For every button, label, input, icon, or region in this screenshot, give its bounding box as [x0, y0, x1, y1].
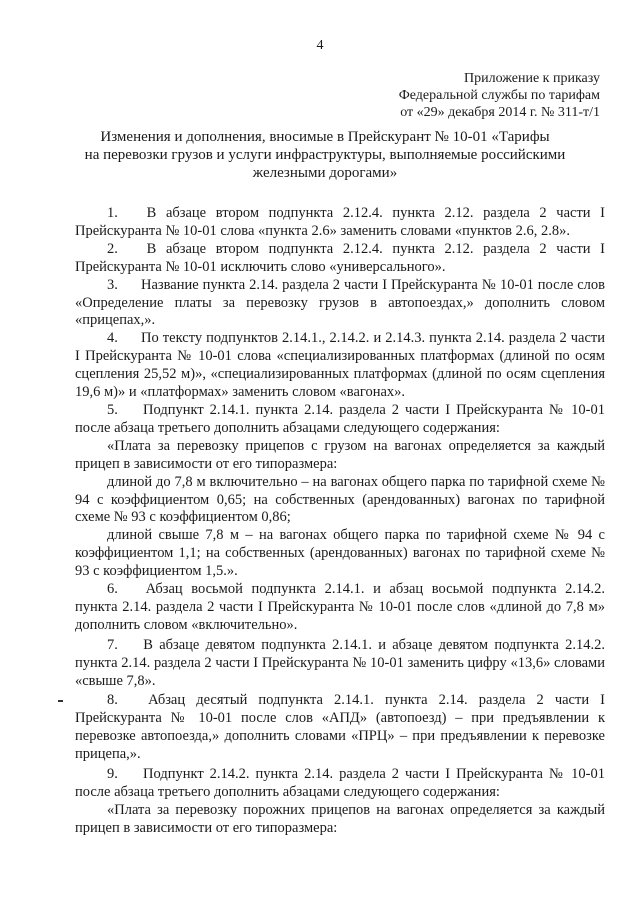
- paragraph-text: длиной до 7,8 м включительно – на вагонах общего парка по тарифной схеме № 94 с коэффициентом 0,65; на собственных (арендованных) вагонах по тарифной схеме № 93 с коэффициентом 0,86;: [75, 473, 605, 526]
- paragraph-text: Название пункта 2.14. раздела 2 части I Прейскуранта № 10-01 после слов «Определение платы за перевозку грузов в автопоездах,» дополнить словом «прицепах,».: [75, 276, 606, 329]
- paragraph-text: «Плата за перевозку прицепов с грузом на вагонах определяется за каждый прицеп в зависимости от его типоразмера:: [75, 437, 605, 472]
- title-line-2: на перевозки грузов и услуги инфраструктуры, выполняемые российскими: [84, 147, 566, 163]
- paragraph-3: [75, 277, 605, 331]
- paragraph-7: [75, 637, 605, 691]
- paragraph-2: [75, 241, 605, 277]
- paragraph-1: [75, 205, 605, 241]
- paragraph-number: 8.: [107, 692, 118, 709]
- quote-paragraph-4: [75, 802, 605, 838]
- appendix-line-1: Приложение к приказу: [464, 71, 600, 86]
- appendix-line-3: от «29» декабря 2014 г. № 311-т/1: [400, 105, 600, 120]
- document-title: [80, 128, 570, 182]
- quote-paragraph-2: [75, 474, 605, 528]
- paragraph-text: Подпункт 2.14.1. пункта 2.14. раздела 2 части I Прейскуранта № 10-01 после абзаца третьего дополнить абзацами следующего содержания:: [75, 401, 605, 436]
- page-number: 4: [316, 38, 324, 53]
- paragraph-5: [75, 402, 605, 438]
- paragraph-number: 5.: [107, 401, 118, 418]
- paragraph-text: длиной свыше 7,8 м – на вагонах общего парка по тарифной схеме № 94 с коэффициентом 1,1; на собственных (арендованных) вагонах по тарифной схеме № 93 с коэффициентом 1,5.».: [75, 527, 605, 580]
- paragraph-text: «Плата за перевозку порожних прицепов на вагонах определяется за каждый прицеп в зависимости от его типоразмера:: [75, 801, 605, 836]
- appendix-header: [399, 70, 600, 121]
- quote-paragraph-1: [75, 438, 605, 474]
- paragraph-number: 6.: [107, 581, 118, 598]
- paragraph-text: В абзаце втором подпункта 2.12.4. пункта 2.12. раздела 2 части I Прейскуранта № 10-01 исключить слово «универсального».: [75, 240, 606, 275]
- paragraph-text: Абзац десятый подпункта 2.14.1. пункта 2.14. раздела 2 части I Прейскуранта № 10-01 после слов «АПД» (автопоезд) – при предъявлении к перевозке автопоезда,» дополнить словами «ПРЦ» – при предъявлении к перевозке прицепа,».: [75, 692, 606, 763]
- paragraph-number: 3.: [107, 276, 118, 293]
- paragraph-number: 7.: [107, 636, 118, 653]
- paragraph-text: Подпункт 2.14.2. пункта 2.14. раздела 2 части I Прейскуранта № 10-01 после абзаца третьего дополнить абзацами следующего содержания:: [75, 766, 605, 800]
- paragraph-9: [75, 766, 605, 802]
- title-line-1: Изменения и дополнения, вносимые в Прейскурант № 10-01 «Тарифы: [100, 129, 550, 145]
- quote-paragraph-3: [75, 527, 605, 581]
- appendix-line-2: Федеральной службы по тарифам: [398, 88, 600, 103]
- paragraph-6: [75, 581, 605, 635]
- paragraph-8: [75, 692, 605, 764]
- paragraph-number: 2.: [107, 240, 118, 257]
- title-line-3: железными дорогами»: [252, 165, 398, 181]
- paragraph-number: 1.: [107, 205, 118, 221]
- paragraph-4: [75, 330, 605, 402]
- paragraph-text: В абзаце девятом подпункта 2.14.1. и абзаце девятом подпункта 2.14.2. пункта 2.14. раздела 2 части I Прейскуранта № 10-01 заменить цифру «13,6» словами «свыше 7,8».: [75, 636, 606, 689]
- paragraph-number: 4.: [107, 330, 118, 347]
- paragraph-text: В абзаце втором подпункта 2.12.4. пункта 2.12. раздела 2 части I Прейскуранта № 10-01 слова «пункта 2.6» заменить словами «пунктов 2.6, 2.8».: [75, 205, 606, 239]
- paragraph-text: Абзац восьмой подпункта 2.14.1. и абзац восьмой подпункта 2.14.2. пункта 2.14. раздела 2 части I Прейскуранта № 10-01 после слов «длиной до 7,8 м» дополнить словом «включительно».: [75, 581, 605, 633]
- paragraph-number: 9.: [107, 766, 118, 783]
- margin-mark: [58, 700, 63, 702]
- paragraph-text: По тексту подпунктов 2.14.1., 2.14.2. и 2.14.3. пункта 2.14. раздела 2 части I Прейскуранта № 10-01 слова «специализированных платформах (длиной по осям сцепления 25,52 м)», «специализированных платформах (длиной по осям сцепления 19,6 м)» и «платформах» заменить словом «вагонах».: [75, 330, 606, 401]
- document-body: [75, 205, 605, 838]
